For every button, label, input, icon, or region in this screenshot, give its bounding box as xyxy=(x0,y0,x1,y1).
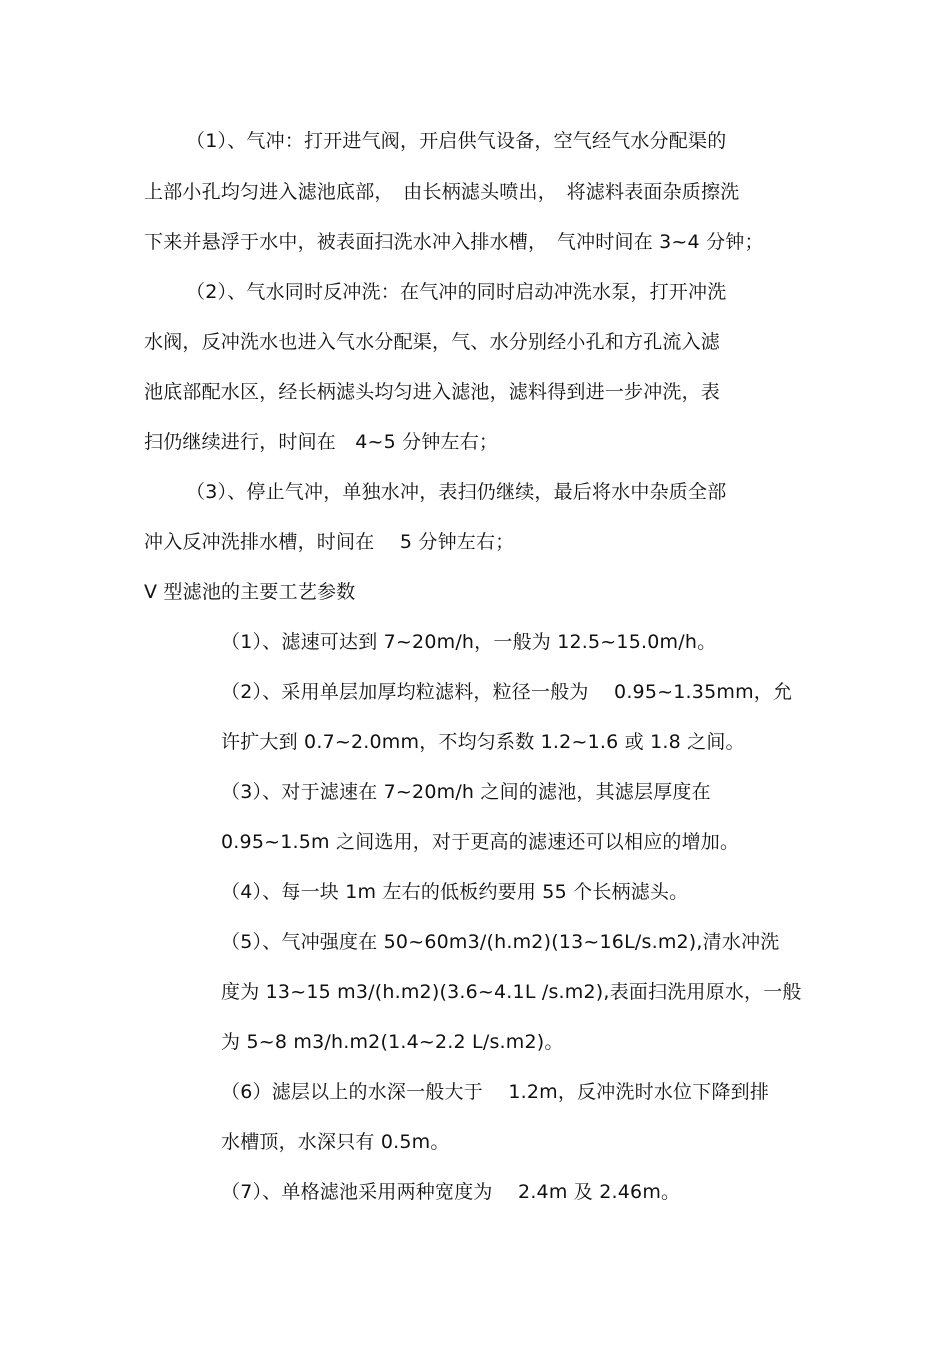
text-line-22: （7）、单格滤池采用两种宽度为 2.4m 及 2.46m。 xyxy=(221,1181,681,1203)
section-heading: V 型滤池的主要工艺参数 xyxy=(144,581,356,603)
text-line-12: （2）、采用单层加厚均粒滤料，粒径一般为 0.95~1.35mm，允 xyxy=(221,681,793,703)
text-line-1: （1）、气冲：打开进气阀，开启供气设备，空气经气水分配渠的 xyxy=(186,130,727,152)
text-line-9: 冲入反冲洗排水槽，时间在 5 分钟左右； xyxy=(144,531,515,553)
text-line-21: 水槽顶，水深只有 0.5m。 xyxy=(221,1131,450,1153)
text-line-11: （1）、滤速可达到 7~20m/h，一般为 12.5~15.0m/h。 xyxy=(221,631,717,653)
text-line-17: （5）、气冲强度在 50~60m3/(h.m2)(13~16L/s.m2),清水冲洗 xyxy=(221,931,780,953)
text-line-14: （3）、对于滤速在 7~20m/h 之间的滤池，其滤层厚度在 xyxy=(221,781,711,803)
text-line-19: 为 5~8 m3/h.m2(1.4~2.2 L/s.m2)。 xyxy=(221,1031,564,1053)
text-line-5: 水阀，反冲洗水也进入气水分配渠，气、水分别经小孔和方孔流入滤 xyxy=(144,331,721,353)
text-line-2: 上部小孔均匀进入滤池底部， 由长柄滤头喷出， 将滤料表面杂质擦洗 xyxy=(144,181,740,203)
text-line-7: 扫仍继续进行，时间在 4~5 分钟左右； xyxy=(144,431,499,453)
text-line-13: 许扩大到 0.7~2.0mm，不均匀系数 1.2~1.6 或 1.8 之间。 xyxy=(221,731,745,753)
text-line-15: 0.95~1.5m 之间选用，对于更高的滤速还可以相应的增加。 xyxy=(221,831,740,853)
text-line-8: （3）、停止气冲，单独水冲，表扫仍继续，最后将水中杂质全部 xyxy=(186,481,727,503)
text-line-18: 度为 13~15 m3/(h.m2)(3.6~4.1L /s.m2),表面扫洗用原水，一般 xyxy=(221,981,802,1003)
text-line-6: 池底部配水区，经长柄滤头均匀进入滤池，滤料得到进一步冲洗，表 xyxy=(144,381,721,403)
text-line-3: 下来并悬浮于水中，被表面扫洗水冲入排水槽， 气冲时间在 3~4 分钟； xyxy=(144,231,764,253)
text-line-4: （2）、气水同时反冲洗：在气冲的同时启动冲洗水泵，打开冲洗 xyxy=(186,281,727,303)
text-line-16: （4）、每一块 1m 左右的低板约要用 55 个长柄滤头。 xyxy=(221,881,689,903)
text-line-20: （6）滤层以上的水深一般大于 1.2m，反冲洗时水位下降到排 xyxy=(221,1081,770,1103)
